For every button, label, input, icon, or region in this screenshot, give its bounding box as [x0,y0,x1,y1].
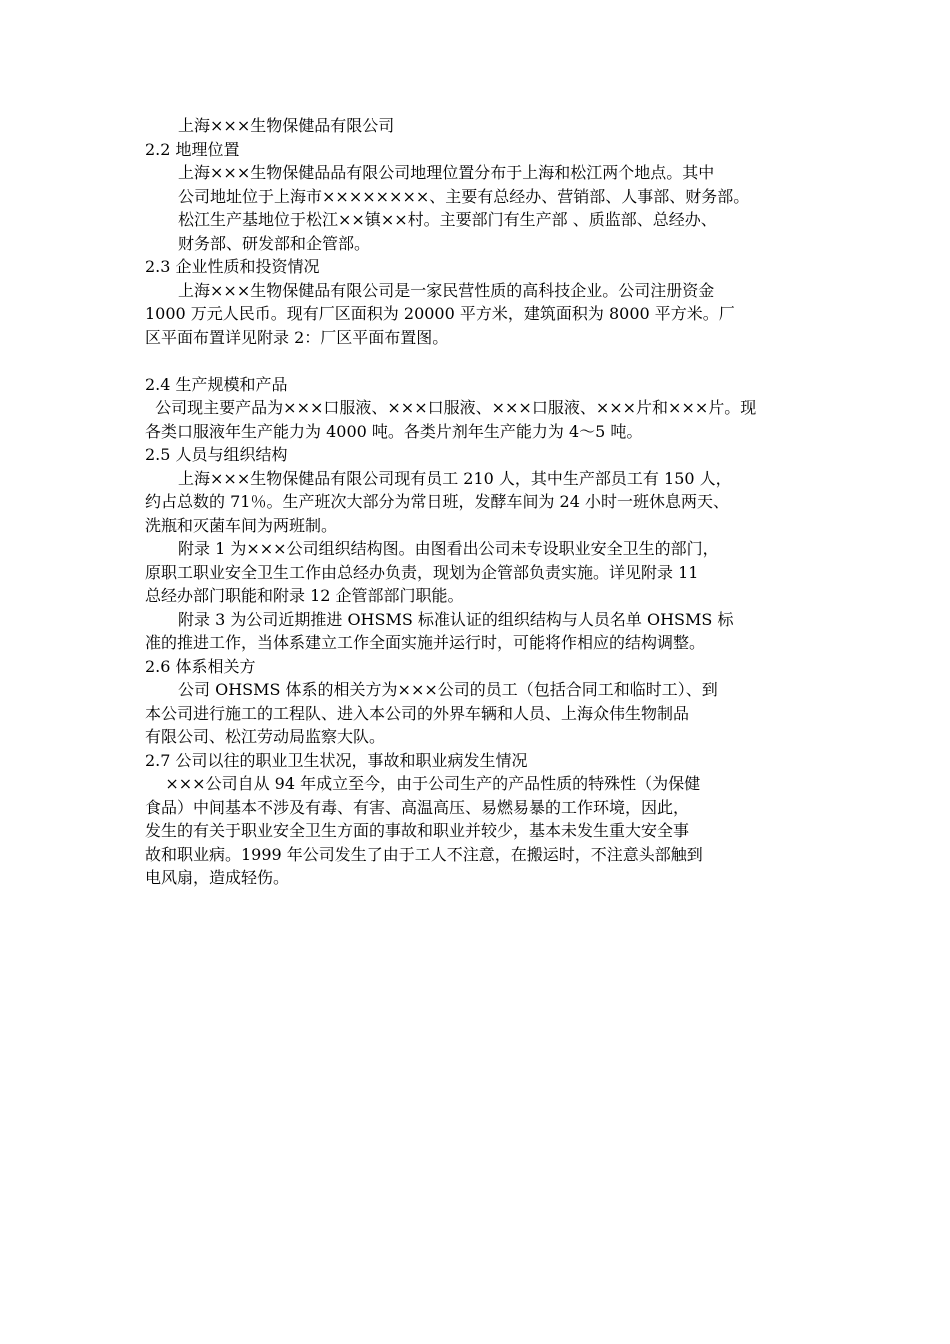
text-line: 财务部、研发部和企管部。 [178,233,371,253]
text-line: 洗瓶和灭菌车间为两班制。 [145,515,338,535]
text-line: 各类口服液年生产能力为 4000 吨。各类片剂年生产能力为 4～5 吨。 [145,421,643,441]
text-line: ×××公司自从 94 年成立至今，由于公司生产的产品性质的特殊性（为保健 [145,774,701,793]
text-line: 食品）中间基本不涉及有毒、有害、高温高压、易燃易暴的工作环境，因此， [145,797,690,817]
text-line: 附录 3 为公司近期推进 OHSMS 标准认证的组织结构与人员名单 OHSMS 标 [178,609,734,629]
text-line: 有限公司、松江劳动局监察大队。 [145,727,386,746]
section-heading: 2.3 企业性质和投资情况 [145,257,320,276]
section-heading: 2.6 体系相关方 [145,656,256,676]
text-line: 总经办部门职能和附录 12 企管部部门职能。 [145,586,464,605]
text-line: 故和职业病。1999 年公司发生了由于工人不注意，在搬运时，不注意头部触到 [145,844,703,864]
section-heading: 2.4 生产规模和产品 [145,374,288,394]
text-line: 区平面布置详见附录 2：厂区平面布置图。 [145,327,449,347]
text-line: 公司 OHSMS 体系的相关方为×××公司的员工（包括合同工和临时工）、到 [178,680,718,699]
text-line: 上海×××生物保健品有限公司 [178,116,395,135]
section-heading: 2.2 地理位置 [145,139,240,159]
text-line: 上海×××生物保健品有限公司现有员工 210 人，其中生产部员工有 150 人， [178,468,732,488]
text-line: 约占总数的 71％。生产班次大部分为常日班，发酵车间为 24 小时一班休息两天、 [145,492,729,511]
text-line: 本公司进行施工的工程队、进入本公司的外界车辆和人员、上海众伟生物制品 [145,703,690,723]
section-heading: 2.5 人员与组织结构 [145,445,288,464]
text-line: 电风扇，造成轻伤。 [145,868,290,887]
text-line: 附录 1 为×××公司组织结构图。由图看出公司未专设职业安全卫生的部门， [178,539,719,558]
text-line: 上海×××生物保健品品有限公司地理位置分布于上海和松江两个地点。其中 [178,163,715,182]
document-body [145,114,810,890]
text-line: 公司地址位于上海市××××××××、主要有总经办、营销部、人事部、财务部。 [178,186,750,206]
text-line: 公司现主要产品为×××口服液、×××口服液、×××口服液、×××片和×××片。现 [145,398,757,417]
text-line: 松江生产基地位于松江××镇××村。主要部门有生产部 、质监部、总经办、 [178,210,717,229]
text-line: 1000 万元人民币。现有厂区面积为 20000 平方米，建筑面积为 8000 平方米。厂 [145,304,735,323]
text-line: 发生的有关于职业安全卫生方面的事故和职业并较少，基本未发生重大安全事 [145,821,690,840]
blank-line [145,349,810,373]
text-line: 准的推进工作，当体系建立工作全面实施并运行时，可能将作相应的结构调整。 [145,633,706,652]
text-line: 原职工职业安全卫生工作由总经办负责，现划为企管部负责实施。详见附录 11 [145,562,699,582]
section-heading: 2.7 公司以往的职业卫生状况，事故和职业病发生情况 [145,750,528,770]
text-line: 上海×××生物保健品有限公司是一家民营性质的高科技企业。公司注册资金 [178,280,715,300]
